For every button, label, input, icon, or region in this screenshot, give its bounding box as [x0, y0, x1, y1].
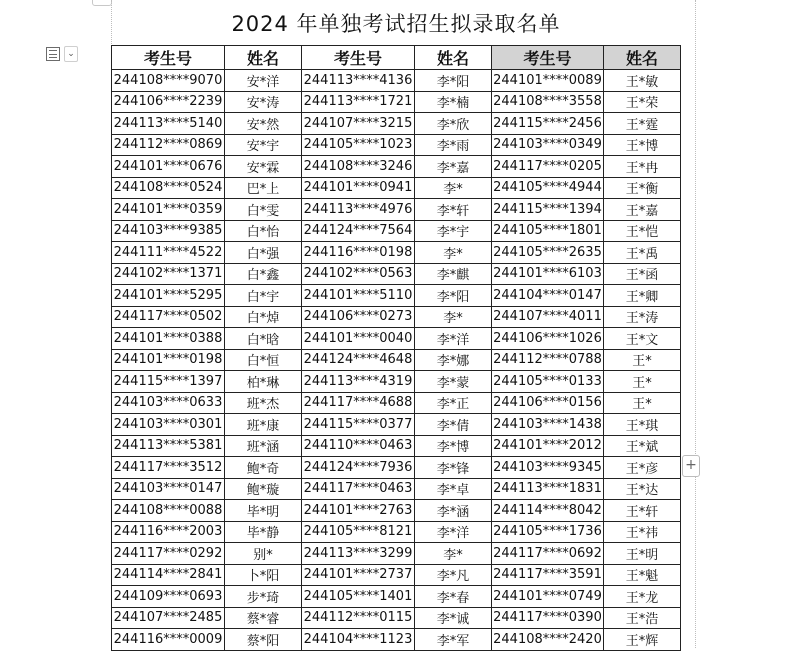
header-cell[interactable]: 姓名 — [225, 46, 302, 70]
name-cell[interactable]: 巴*上 — [225, 177, 302, 199]
exam-id-cell[interactable]: 244108****3246 — [302, 156, 415, 178]
name-cell[interactable]: 班*涵 — [225, 435, 302, 457]
table-row — [112, 70, 681, 92]
table-row — [112, 199, 681, 221]
name-cell[interactable]: 王*魁 — [604, 564, 681, 586]
exam-id-cell[interactable]: 244103****9345 — [492, 457, 604, 479]
exam-id-cell[interactable]: 244112****0115 — [302, 607, 415, 629]
exam-id-cell[interactable]: 244117****0502 — [112, 306, 225, 328]
exam-id-cell[interactable]: 244124****7564 — [302, 220, 415, 242]
name-cell[interactable]: 王*龙 — [604, 586, 681, 608]
name-cell[interactable]: 王* — [604, 371, 681, 393]
table-row — [112, 392, 681, 414]
exam-id-cell[interactable]: 244116****0009 — [112, 629, 225, 651]
exam-id-cell[interactable]: 244103****0301 — [112, 414, 225, 436]
name-cell[interactable]: 白*强 — [225, 242, 302, 264]
exam-id-cell[interactable]: 244104****1123 — [302, 629, 415, 651]
name-cell[interactable]: 李* — [415, 306, 492, 328]
name-cell[interactable]: 毕*明 — [225, 500, 302, 522]
name-cell[interactable]: 白*恒 — [225, 349, 302, 371]
exam-id-cell[interactable]: 244101****2737 — [302, 564, 415, 586]
exam-id-cell[interactable]: 244113****4976 — [302, 199, 415, 221]
table-row — [112, 113, 681, 135]
name-cell[interactable]: 李*洋 — [415, 328, 492, 350]
exam-id-cell[interactable]: 244112****0788 — [492, 349, 604, 371]
exam-id-cell[interactable]: 244115****0377 — [302, 414, 415, 436]
header-cell[interactable]: 考生号 — [302, 46, 415, 70]
exam-id-cell[interactable]: 244117****0463 — [302, 478, 415, 500]
table-row — [112, 134, 681, 156]
name-cell[interactable]: 李*雨 — [415, 134, 492, 156]
name-cell[interactable]: 步*琦 — [225, 586, 302, 608]
exam-id-cell[interactable]: 244109****0693 — [112, 586, 225, 608]
exam-id-cell[interactable]: 244117****0390 — [492, 607, 604, 629]
header-cell[interactable]: 考生号 — [112, 46, 225, 70]
exam-id-cell[interactable]: 244105****1023 — [302, 134, 415, 156]
exam-id-cell[interactable]: 244108****2420 — [492, 629, 604, 651]
exam-id-cell[interactable]: 244106****0273 — [302, 306, 415, 328]
name-cell[interactable]: 白*怡 — [225, 220, 302, 242]
name-cell[interactable]: 王*荣 — [604, 91, 681, 113]
exam-id-cell[interactable]: 244101****0359 — [112, 199, 225, 221]
name-cell[interactable]: 毕*静 — [225, 521, 302, 543]
table-row — [112, 328, 681, 350]
table-row — [112, 91, 681, 113]
name-cell[interactable]: 鲍*奇 — [225, 457, 302, 479]
name-cell[interactable]: 白*雯 — [225, 199, 302, 221]
exam-id-cell[interactable]: 244117****3512 — [112, 457, 225, 479]
exam-id-cell[interactable]: 244108****0088 — [112, 500, 225, 522]
add-column-button[interactable]: + — [682, 455, 700, 477]
exam-id-cell[interactable]: 244116****0198 — [302, 242, 415, 264]
exam-id-cell[interactable]: 244101****0388 — [112, 328, 225, 350]
name-cell[interactable]: 李*凡 — [415, 564, 492, 586]
name-cell[interactable]: 李*倩 — [415, 414, 492, 436]
name-cell[interactable]: 卜*阳 — [225, 564, 302, 586]
exam-id-cell[interactable]: 244105****4944 — [492, 177, 604, 199]
name-cell[interactable]: 李*蒙 — [415, 371, 492, 393]
header-cell-selected[interactable]: 姓名 — [604, 46, 681, 70]
exam-id-cell[interactable]: 244101****0749 — [492, 586, 604, 608]
table-row — [112, 457, 681, 479]
name-cell[interactable]: 别* — [225, 543, 302, 565]
table-row — [112, 414, 681, 436]
exam-id-cell[interactable]: 244115****2456 — [492, 113, 604, 135]
name-cell[interactable]: 王*琪 — [604, 414, 681, 436]
name-cell[interactable]: 王*恺 — [604, 220, 681, 242]
name-cell[interactable]: 李*娜 — [415, 349, 492, 371]
table-row — [112, 177, 681, 199]
exam-id-cell[interactable]: 244101****0089 — [492, 70, 604, 92]
name-cell[interactable]: 白*宇 — [225, 285, 302, 307]
exam-id-cell[interactable]: 244115****1397 — [112, 371, 225, 393]
exam-id-cell[interactable]: 244110****0463 — [302, 435, 415, 457]
name-cell[interactable]: 王*卿 — [604, 285, 681, 307]
name-cell[interactable]: 王*祎 — [604, 521, 681, 543]
exam-id-cell[interactable]: 244113****5381 — [112, 435, 225, 457]
exam-id-cell[interactable]: 244103****9385 — [112, 220, 225, 242]
exam-id-cell[interactable]: 244106****0156 — [492, 392, 604, 414]
exam-id-cell[interactable]: 244103****1438 — [492, 414, 604, 436]
exam-id-cell[interactable]: 244113****5140 — [112, 113, 225, 135]
exam-id-cell[interactable]: 244105****8121 — [302, 521, 415, 543]
exam-id-cell[interactable]: 244113****4319 — [302, 371, 415, 393]
table-row — [112, 435, 681, 457]
name-cell[interactable]: 安*宇 — [225, 134, 302, 156]
exam-id-cell[interactable]: 244115****1394 — [492, 199, 604, 221]
name-cell[interactable]: 王*禹 — [604, 242, 681, 264]
page-corner-marker — [92, 0, 112, 6]
exam-id-cell[interactable]: 244101****6103 — [492, 263, 604, 285]
exam-id-cell[interactable]: 244117****0205 — [492, 156, 604, 178]
name-cell[interactable]: 李*嘉 — [415, 156, 492, 178]
table-row — [112, 285, 681, 307]
exam-id-cell[interactable]: 244101****0040 — [302, 328, 415, 350]
name-cell[interactable]: 李* — [415, 242, 492, 264]
table-row — [112, 478, 681, 500]
exam-id-cell[interactable]: 244103****0349 — [492, 134, 604, 156]
name-cell[interactable]: 李*涵 — [415, 500, 492, 522]
name-cell[interactable]: 安*涛 — [225, 91, 302, 113]
table-header-row — [112, 46, 681, 70]
exam-id-cell[interactable]: 244108****0524 — [112, 177, 225, 199]
exam-id-cell[interactable]: 244101****0941 — [302, 177, 415, 199]
exam-id-cell[interactable]: 244113****4136 — [302, 70, 415, 92]
name-cell[interactable]: 王*衡 — [604, 177, 681, 199]
exam-id-cell[interactable]: 244107****3215 — [302, 113, 415, 135]
exam-id-cell[interactable]: 244116****2003 — [112, 521, 225, 543]
chevron-down-icon[interactable]: ⌄ — [64, 46, 78, 62]
exam-id-cell[interactable]: 244113****3299 — [302, 543, 415, 565]
name-cell[interactable]: 班*康 — [225, 414, 302, 436]
exam-id-cell[interactable]: 244108****3558 — [492, 91, 604, 113]
table-row — [112, 564, 681, 586]
name-cell[interactable]: 李*卓 — [415, 478, 492, 500]
exam-id-cell[interactable]: 244105****1801 — [492, 220, 604, 242]
exam-id-cell[interactable]: 244103****0633 — [112, 392, 225, 414]
name-cell[interactable]: 李* — [415, 177, 492, 199]
exam-id-cell[interactable]: 244103****0147 — [112, 478, 225, 500]
exam-id-cell[interactable]: 244105****0133 — [492, 371, 604, 393]
name-cell[interactable]: 李*欣 — [415, 113, 492, 135]
exam-id-cell[interactable]: 244102****1371 — [112, 263, 225, 285]
exam-id-cell[interactable]: 244117****0692 — [492, 543, 604, 565]
name-cell[interactable]: 白*焯 — [225, 306, 302, 328]
exam-id-cell[interactable]: 244114****8042 — [492, 500, 604, 522]
name-cell[interactable]: 王*霆 — [604, 113, 681, 135]
name-cell[interactable]: 王*文 — [604, 328, 681, 350]
exam-id-cell[interactable]: 244117****0292 — [112, 543, 225, 565]
table-row — [112, 500, 681, 522]
name-cell[interactable]: 李*博 — [415, 435, 492, 457]
name-cell[interactable]: 李*诚 — [415, 607, 492, 629]
name-cell[interactable]: 蔡*阳 — [225, 629, 302, 651]
name-cell[interactable]: 王*冉 — [604, 156, 681, 178]
exam-id-cell[interactable]: 244108****9070 — [112, 70, 225, 92]
name-cell[interactable]: 蔡*睿 — [225, 607, 302, 629]
table-handle[interactable] — [46, 44, 84, 64]
table-row — [112, 521, 681, 543]
exam-id-cell[interactable]: 244124****7936 — [302, 457, 415, 479]
exam-id-cell[interactable]: 244114****2841 — [112, 564, 225, 586]
table-row — [112, 543, 681, 565]
name-cell[interactable]: 安*然 — [225, 113, 302, 135]
exam-id-cell[interactable]: 244105****2635 — [492, 242, 604, 264]
name-cell[interactable]: 白*晗 — [225, 328, 302, 350]
name-cell[interactable]: 柏*琳 — [225, 371, 302, 393]
name-cell[interactable]: 李*宇 — [415, 220, 492, 242]
exam-id-cell[interactable]: 244105****1401 — [302, 586, 415, 608]
exam-id-cell[interactable]: 244101****5295 — [112, 285, 225, 307]
name-cell[interactable]: 王*敏 — [604, 70, 681, 92]
exam-id-cell[interactable]: 244104****0147 — [492, 285, 604, 307]
admission-table — [111, 45, 681, 651]
name-cell[interactable]: 鲍*璇 — [225, 478, 302, 500]
header-cell-selected[interactable]: 考生号 — [492, 46, 604, 70]
name-cell[interactable]: 安*霖 — [225, 156, 302, 178]
table-row — [112, 607, 681, 629]
name-cell[interactable]: 王*斌 — [604, 435, 681, 457]
table-row — [112, 220, 681, 242]
table-row — [112, 242, 681, 264]
exam-id-cell[interactable]: 244105****1736 — [492, 521, 604, 543]
table-row — [112, 156, 681, 178]
exam-id-cell[interactable]: 244101****2763 — [302, 500, 415, 522]
exam-id-cell[interactable]: 244101****0198 — [112, 349, 225, 371]
name-cell[interactable]: 李*军 — [415, 629, 492, 651]
exam-id-cell[interactable]: 244107****4011 — [492, 306, 604, 328]
exam-id-cell[interactable]: 244106****2239 — [112, 91, 225, 113]
exam-id-cell[interactable]: 244102****0563 — [302, 263, 415, 285]
name-cell[interactable]: 王*明 — [604, 543, 681, 565]
exam-id-cell[interactable]: 244107****2485 — [112, 607, 225, 629]
exam-id-cell[interactable]: 244112****0869 — [112, 134, 225, 156]
page-title: 2024 年单独考试招生拟录取名单 — [231, 12, 561, 36]
table-row — [112, 371, 681, 393]
exam-id-cell[interactable]: 244113****1831 — [492, 478, 604, 500]
name-cell[interactable]: 李*楠 — [415, 91, 492, 113]
name-cell[interactable]: 王*轩 — [604, 500, 681, 522]
name-cell[interactable]: 李*正 — [415, 392, 492, 414]
name-cell[interactable]: 李*春 — [415, 586, 492, 608]
exam-id-cell[interactable]: 244101****2012 — [492, 435, 604, 457]
name-cell[interactable]: 王*涛 — [604, 306, 681, 328]
table-row — [112, 306, 681, 328]
name-cell[interactable]: 王* — [604, 349, 681, 371]
name-cell[interactable]: 王*浩 — [604, 607, 681, 629]
name-cell[interactable]: 白*鑫 — [225, 263, 302, 285]
exam-id-cell[interactable]: 244117****3591 — [492, 564, 604, 586]
name-cell[interactable]: 王* — [604, 392, 681, 414]
exam-id-cell[interactable]: 244101****0676 — [112, 156, 225, 178]
exam-id-cell[interactable]: 244117****4688 — [302, 392, 415, 414]
name-cell[interactable]: 王*辉 — [604, 629, 681, 651]
name-cell[interactable]: 李*锋 — [415, 457, 492, 479]
exam-id-cell[interactable]: 244111****4522 — [112, 242, 225, 264]
name-cell[interactable]: 安*洋 — [225, 70, 302, 92]
name-cell[interactable]: 李*轩 — [415, 199, 492, 221]
name-cell[interactable]: 班*杰 — [225, 392, 302, 414]
name-cell[interactable]: 王*达 — [604, 478, 681, 500]
name-cell[interactable]: 李*阳 — [415, 70, 492, 92]
name-cell[interactable]: 李* — [415, 543, 492, 565]
header-cell[interactable]: 姓名 — [415, 46, 492, 70]
name-cell[interactable]: 王*函 — [604, 263, 681, 285]
exam-id-cell[interactable]: 244113****1721 — [302, 91, 415, 113]
exam-id-cell[interactable]: 244124****4648 — [302, 349, 415, 371]
name-cell[interactable]: 李*麒 — [415, 263, 492, 285]
name-cell[interactable]: 李*阳 — [415, 285, 492, 307]
exam-id-cell[interactable]: 244101****5110 — [302, 285, 415, 307]
name-cell[interactable]: 王*博 — [604, 134, 681, 156]
table-row — [112, 349, 681, 371]
table-row — [112, 263, 681, 285]
table-grip-icon[interactable] — [46, 47, 60, 61]
name-cell[interactable]: 李*洋 — [415, 521, 492, 543]
name-cell[interactable]: 王*彦 — [604, 457, 681, 479]
table-row — [112, 586, 681, 608]
name-cell[interactable]: 王*嘉 — [604, 199, 681, 221]
table-row — [112, 629, 681, 651]
exam-id-cell[interactable]: 244106****1026 — [492, 328, 604, 350]
